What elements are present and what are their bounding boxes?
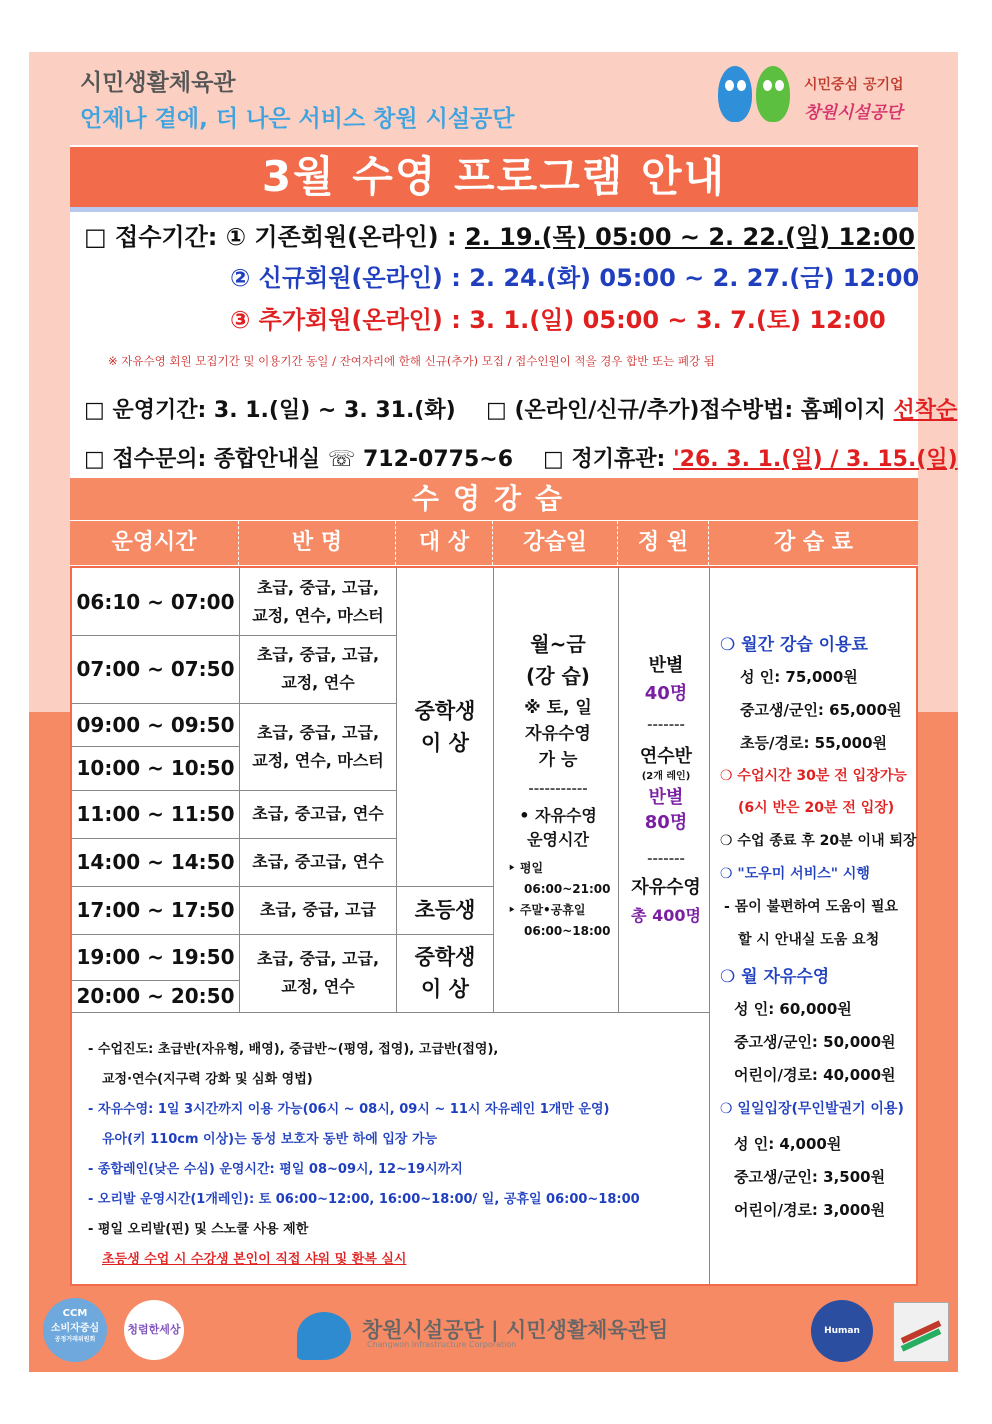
fee-row: 어린이/경로: 3,000원: [734, 1201, 886, 1219]
class-name: 교정, 연수, 마스터: [252, 750, 384, 770]
days-text: • 자유수영: [519, 806, 597, 825]
fee-row: 어린이/경로: 40,000원: [734, 1066, 896, 1084]
fee-row: 중고생/군인: 65,000원: [740, 701, 902, 719]
ccm-text: CCM: [62, 1308, 88, 1319]
helper-desc: 할 시 안내실 도움 요청: [738, 932, 880, 948]
class-cell: 초급, 중급, 고급: [259, 900, 377, 919]
note-child: 유아(키 110cm 이상)는 동성 보호자 동반 하에 입장 가능: [102, 1132, 438, 1147]
days-text: 자유수영: [525, 724, 591, 744]
class-name: 초급, 중급, 고급,: [256, 577, 380, 597]
helper-desc: - 몸이 불편하여 도움이 필요: [724, 899, 899, 915]
time-slot: 09:00 ~ 09:50: [76, 712, 235, 737]
days-text: ※ 토, 일: [524, 698, 592, 718]
time-slot: 10:00 ~ 10:50: [76, 756, 235, 780]
footer-brand-en: Changwon Infrastructure Corporation: [367, 1340, 517, 1349]
class-name: 교정, 연수, 마스터: [252, 605, 384, 625]
target-text: 중학생: [414, 699, 476, 723]
capacity-free: [622, 874, 710, 930]
human-rights-badge-icon: Human Rights: [811, 1300, 873, 1362]
capacity-value: 80명: [644, 812, 688, 833]
header-target: 대 상: [396, 521, 493, 565]
registration-item1-period: 2. 19.(목) 05:00 ~ 2. 22.(일) 12:00: [464, 223, 915, 251]
capacity-divider: -------: [647, 718, 685, 733]
time-slot: 06:10 ~ 07:00: [76, 589, 235, 614]
note-fins: - 오리발 운영시간(1개레인): 토 06:00~12:00, 16:00~18:00/ 일, 공휴일 06:00~18:00: [88, 1192, 640, 1207]
registration-method: [486, 393, 957, 424]
days-text: ‣ 주말•공휴일: [508, 903, 586, 917]
note-mixed-lane: - 종합레인(낮은 수심) 운영시간: 평일 08~09시, 12~19시까지: [88, 1162, 463, 1177]
capacity-training: [622, 744, 710, 835]
closed-label: □ 정기휴관:: [543, 447, 666, 472]
time-slot: 20:00 ~ 20:50: [76, 984, 235, 1008]
time-slot: 17:00 ~ 17:50: [76, 898, 235, 922]
inquiry-line: □ 접수문의: 종합안내실 ☏ 712-0775~6: [84, 447, 514, 472]
fee-daily-title: ❍ 일일입장(무인발권기 이용): [720, 1101, 904, 1117]
free-swim-hours-title: [496, 804, 620, 852]
time-slot: 07:00 ~ 07:50: [76, 657, 235, 681]
registration-item2-period: 2. 24.(화) 05:00 ~ 2. 27.(금) 12:00: [469, 264, 920, 292]
program-card: [70, 145, 958, 1285]
class-cell: 초급, 중고급, 연수: [252, 852, 384, 871]
note-progress-2: 교정·연수(지구력 강화 및 심화 영법): [102, 1072, 313, 1087]
entry-note: ❍ 수업시간 30분 전 입장가능: [720, 768, 907, 784]
capacity-text: (2개 레인): [641, 771, 691, 782]
registration-line-3: [230, 300, 886, 335]
fee-row: 성 인: 4,000원: [734, 1135, 842, 1153]
time-slot: 19:00 ~ 19:50: [76, 945, 235, 969]
operation-period: □ 운영기간: 3. 1.(일) ~ 3. 31.(화): [84, 398, 456, 423]
note-shower: 초등생 수업 시 수강생 본인이 직접 샤워 및 환복 실시: [102, 1252, 407, 1267]
header-class: 반 명: [239, 521, 396, 565]
capacity-value: 40명: [644, 683, 688, 704]
capacity-text: 연수반: [639, 746, 693, 767]
registration-label: □ 접수기간:: [84, 223, 218, 251]
target-cell: [397, 934, 493, 1012]
method-label: □ (온라인/신규/추가)접수방법: 홈페이지: [486, 398, 886, 423]
days-text: (강 습): [526, 664, 590, 688]
days-text: 06:00~21:00: [524, 882, 611, 896]
schedule-table: [70, 566, 918, 1286]
time-slot: 11:00 ~ 11:50: [76, 802, 235, 826]
registration-item3-name: ③ 추가회원(온라인) :: [230, 306, 461, 334]
target-cell: [397, 568, 493, 886]
exit-note: ❍ 수업 종료 후 20분 이내 퇴장: [720, 833, 917, 849]
class-cell: [240, 568, 396, 635]
header-days: 강습일: [493, 521, 618, 565]
footer: [29, 1290, 958, 1398]
method-value: 선착순: [893, 398, 958, 423]
header-fee: 강 습 료: [773, 530, 854, 555]
days-text: ‣ 평일: [508, 861, 544, 875]
page-title: 3월 수영 프로그램 안내: [261, 152, 727, 201]
fee-row: 중고생/군인: 3,500원: [734, 1168, 886, 1186]
ccm-badge-icon: [43, 1298, 107, 1362]
clean-world-icon: 청렴한세상: [124, 1300, 184, 1360]
class-cell: [240, 934, 396, 1012]
fee-free-title: ❍ 월 자유수영: [720, 967, 830, 987]
time-slot: 14:00 ~ 14:50: [76, 850, 235, 874]
days-text: 운영시간: [527, 830, 589, 849]
ccm-text: 공정거래위원회: [54, 1336, 96, 1343]
fee-row: 초등/경로: 55,000원: [740, 734, 888, 752]
class-name: 초급, 중급, 고급,: [256, 722, 380, 742]
helper-service: ❍ "도우미 서비스" 시행: [720, 866, 870, 882]
closed-value: '26. 3. 1.(일) / 3. 15.(일): [672, 447, 958, 472]
fee-monthly-title: ❍ 월간 강습 이용료: [720, 635, 868, 655]
capacity-regular: [622, 652, 710, 708]
title-bar: [70, 147, 918, 212]
logo-tagline: 시민중심 공기업: [804, 77, 904, 93]
days-main: [496, 628, 620, 692]
closed-days: [543, 442, 958, 473]
days-text: 06:00~18:00: [524, 924, 611, 938]
class-cell: 초급, 중고급, 연수: [252, 804, 384, 823]
days-text: 월~금: [530, 632, 586, 656]
logo-name: 창원시설공단: [804, 103, 903, 123]
registration-note: ※ 자유수영 회원 모집기간 및 이용기간 동일 / 잔여자리에 한해 신규(추가) 모집 / 접수인원이 적을 경우 합반 또는 폐강 됨: [108, 354, 715, 368]
table-header: [70, 521, 918, 565]
footer-brand: 창원시설공단 | 시민생활체육관팀: [362, 1318, 669, 1342]
class-name: 초급, 중급, 고급,: [256, 949, 380, 968]
entry-note: (6시 반은 20분 전 입장): [738, 800, 895, 816]
note-free-swim: - 자유수영: 1일 3시간까지 이용 가능(06시 ~ 08시, 09시 ~ 11시 자유레인 1개만 운영): [88, 1102, 610, 1117]
class-name: 교정, 연수: [281, 673, 355, 692]
registration-line-2: [230, 258, 919, 293]
capacity-text: 반별: [648, 787, 684, 808]
free-swim-hours: [496, 858, 620, 942]
fee-row: 성 인: 75,000원: [740, 668, 858, 686]
class-name: 초급, 중급, 고급,: [256, 645, 380, 664]
class-cell: [240, 703, 396, 790]
changwon-logo-icon: [297, 1312, 351, 1360]
capacity-divider: -------: [647, 852, 685, 867]
capacity-value: 총 400명: [631, 906, 701, 925]
registration-item2-name: ② 신규회원(온라인) :: [230, 264, 461, 292]
blue-mascot-icon: [718, 66, 752, 122]
green-mascot-icon: [756, 66, 790, 122]
note-restriction: - 평일 오리발(핀) 및 스노쿨 사용 제한: [88, 1222, 309, 1237]
target-text: 이 상: [421, 731, 469, 755]
facility-name: 시민생활체육관: [80, 70, 236, 96]
days-weekend: [496, 695, 620, 773]
capacity-text: 자유수영: [631, 877, 701, 898]
days-divider: -----------: [528, 782, 588, 797]
registration-line-1: [84, 217, 915, 252]
fee-row: 중고생/군인: 50,000원: [734, 1033, 896, 1051]
section-title: 수영강습: [70, 478, 918, 520]
note-progress: - 수업진도: 초급반(자유형, 배영), 중급반~(평영, 접영), 고급반(접영),: [88, 1042, 499, 1057]
capacity-text: 반별: [648, 655, 684, 676]
header-capacity: 정 원: [618, 521, 709, 565]
registration-item1-name: ① 기존회원(온라인) :: [225, 223, 457, 251]
registration-item3-period: 3. 1.(일) 05:00 ~ 3. 7.(토) 12:00: [469, 306, 886, 334]
class-name: 교정, 연수: [281, 977, 355, 996]
header-time: 운영시간: [70, 521, 239, 565]
target-cell: 초등생: [414, 898, 476, 922]
ccm-text: 소비자중심: [50, 1323, 100, 1334]
slogan: 언제나 곁에, 더 나은 서비스 창원 시설공단: [80, 106, 515, 132]
target-text: 중학생: [414, 945, 476, 969]
class-cell: [240, 635, 396, 703]
certification-badge-icon: [893, 1302, 949, 1362]
target-text: 이 상: [421, 977, 469, 1001]
fee-row: 성 인: 60,000원: [734, 1000, 852, 1018]
corporation-logo: [718, 62, 928, 134]
days-text: 가 능: [538, 750, 578, 770]
